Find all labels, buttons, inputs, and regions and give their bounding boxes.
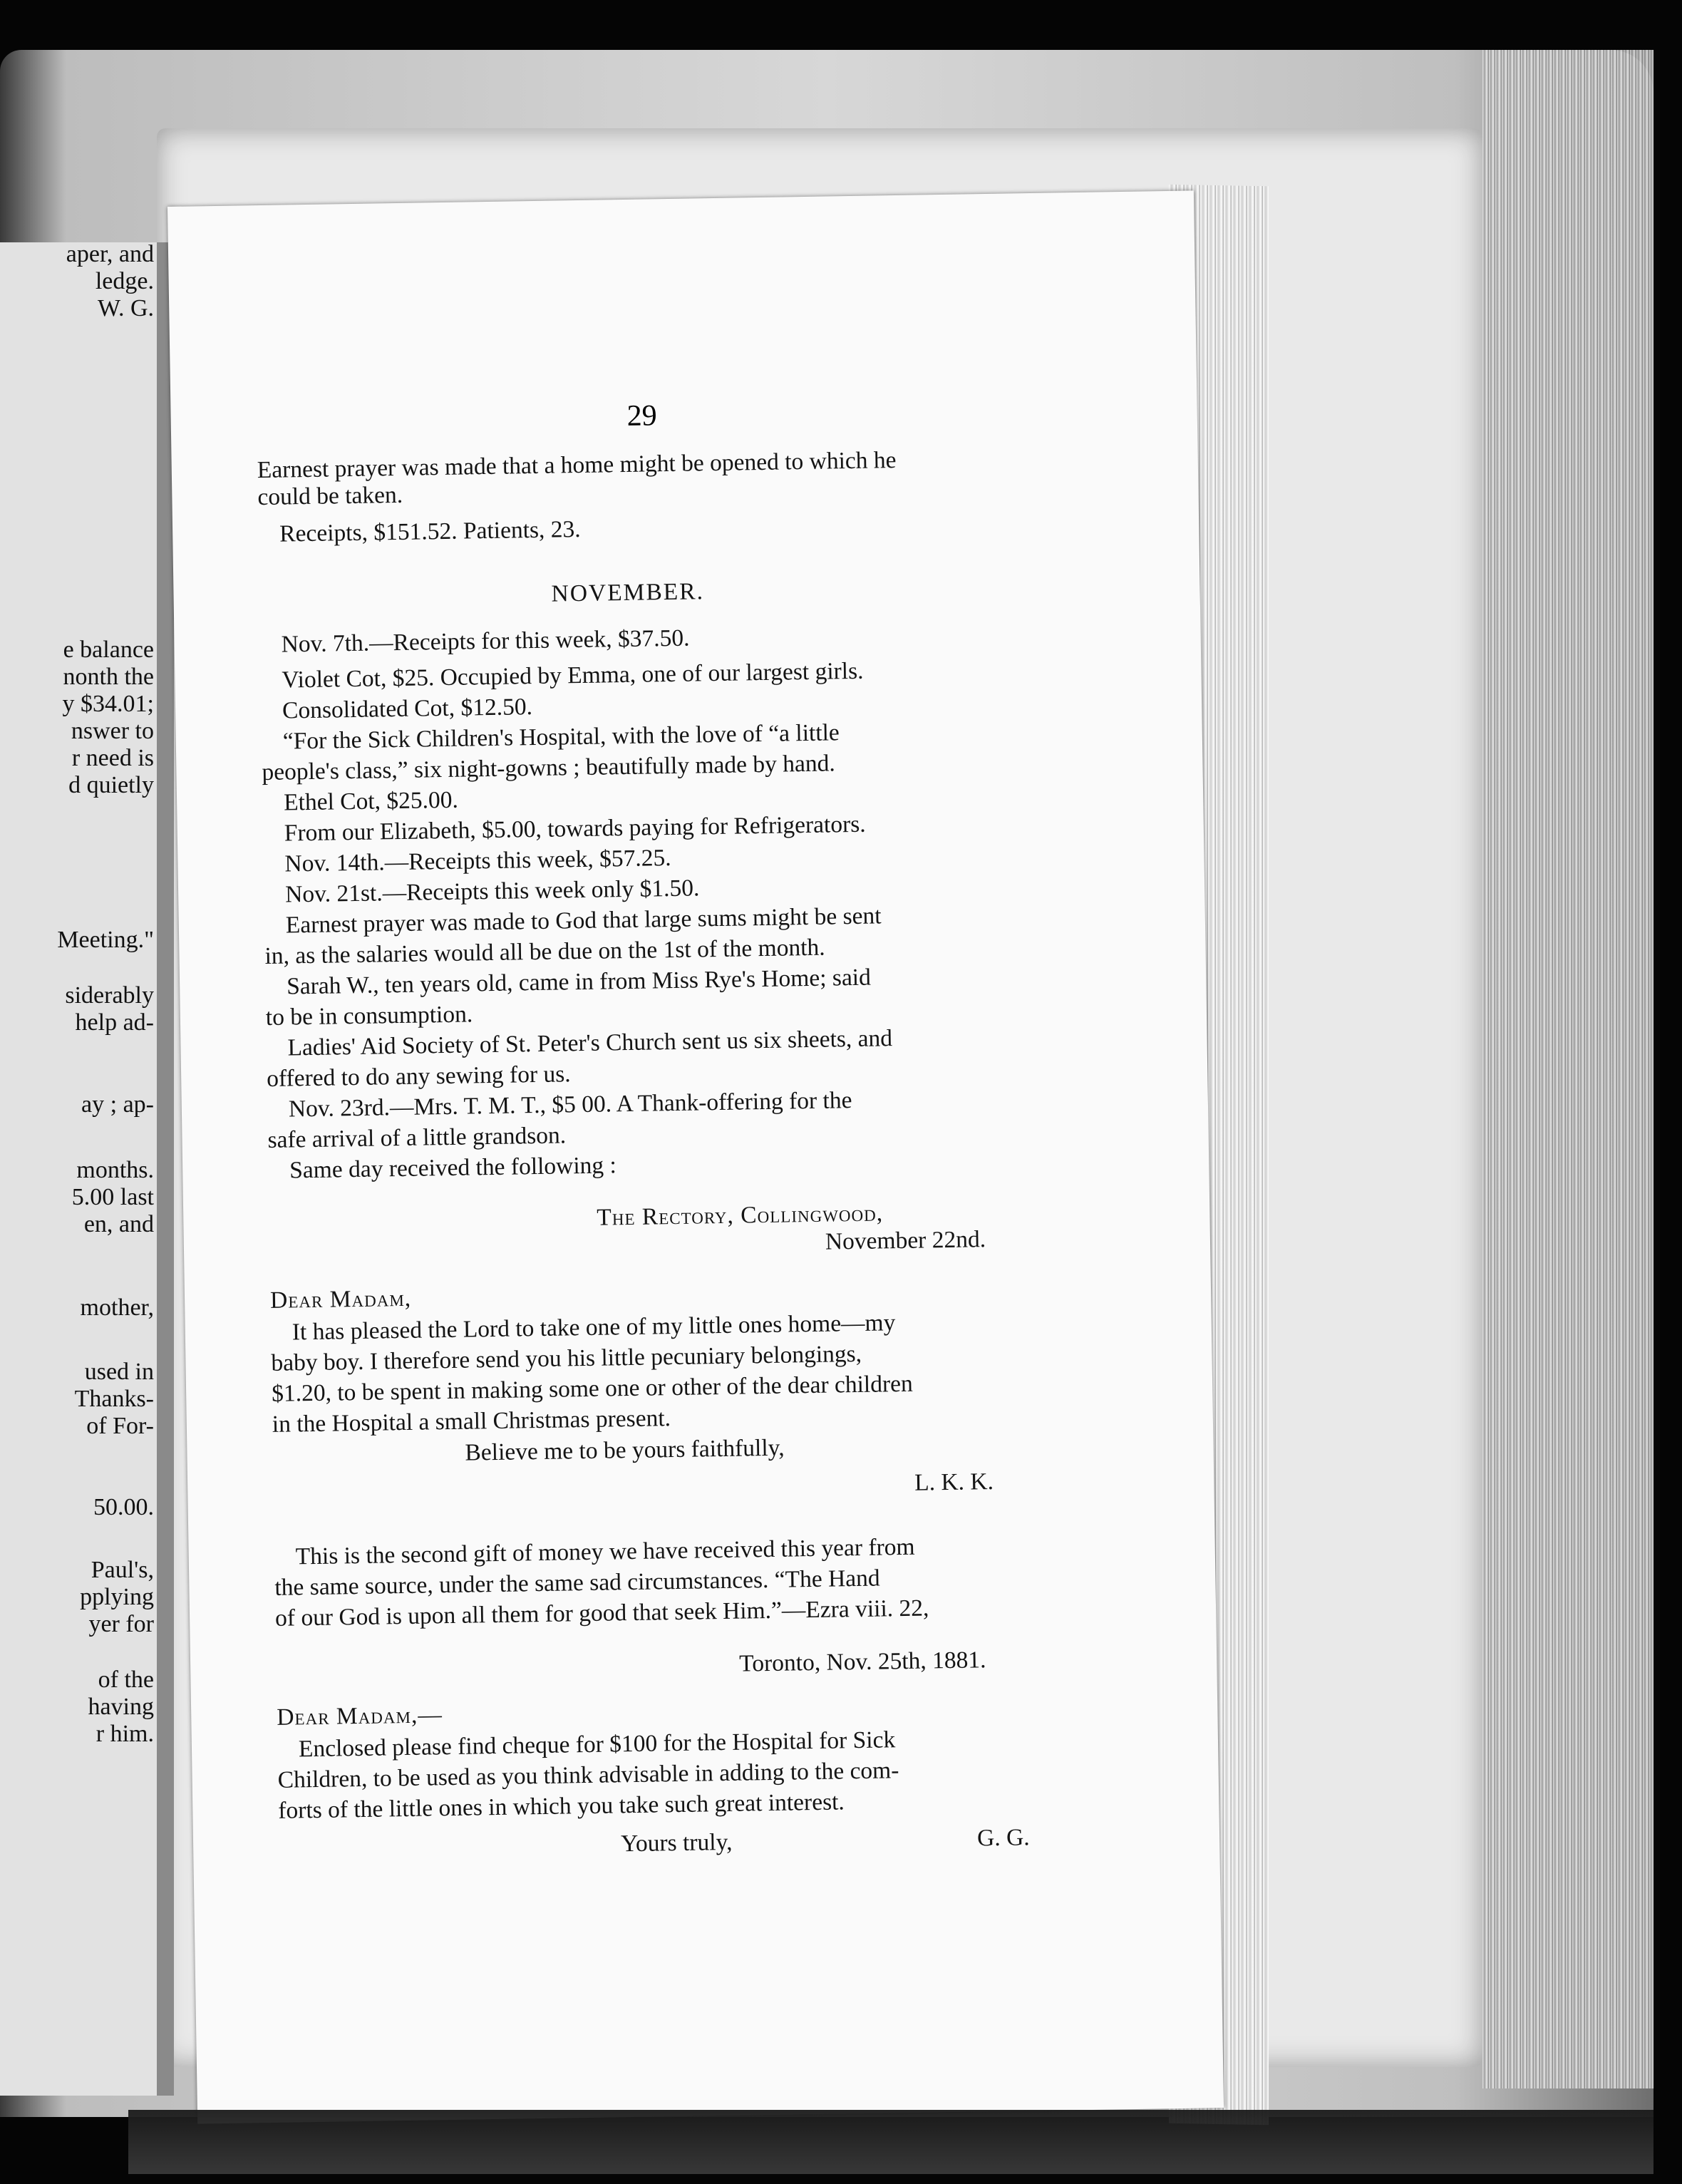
- text-line: forts of the little ones in which you take such great interest.: [278, 1788, 845, 1824]
- left-page-line: having: [88, 1694, 154, 1720]
- text-line: This is the second gift of money we have received this year from: [295, 1533, 915, 1570]
- letter-place-date: Toronto, Nov. 25th, 1881.: [738, 1647, 986, 1677]
- left-page-line: of For-: [86, 1413, 154, 1439]
- text-line: From our Elizabeth, $5.00, towards paying for Refrigerators.: [284, 810, 866, 847]
- text-line: to be in consumption.: [265, 1001, 473, 1031]
- text-line: of our God is upon all them for good that seek Him.”—Ezra viii. 22,: [274, 1595, 929, 1632]
- section-heading: NOVEMBER.: [551, 578, 705, 607]
- letter-address: The Rectory, Collingwood,: [597, 1200, 884, 1231]
- left-page-line: r need is: [71, 745, 154, 771]
- text-line: Receipts, $151.52. Patients, 23.: [279, 515, 581, 547]
- page-number: 29: [626, 399, 658, 433]
- text-line: safe arrival of a little grandson.: [267, 1122, 567, 1153]
- left-page-fragment: [0, 242, 174, 2096]
- left-page-line: of the: [98, 1667, 154, 1693]
- text-line: Children, to be used as you think advisable in adding to the com-: [277, 1757, 899, 1793]
- text-line: Violet Cot, $25. Occupied by Emma, one of our largest girls.: [282, 657, 864, 694]
- left-page-line: r him.: [96, 1721, 154, 1747]
- text-line: in, as the salaries would all be due on the 1st of the month.: [264, 934, 825, 969]
- letter-salutation: Dear Madam,: [269, 1284, 412, 1314]
- text-line: Same day received the following :: [289, 1152, 617, 1184]
- left-page-line: e balance: [63, 637, 154, 663]
- letter-closing: Yours truly,: [620, 1828, 733, 1858]
- left-page-line: yer for: [88, 1611, 154, 1637]
- text-line: Nov. 14th.—Receipts this week, $57.25.: [284, 845, 671, 877]
- left-page-line: ledge.: [95, 268, 154, 294]
- letter-signature: L. K. K.: [914, 1468, 994, 1496]
- text-line: Sarah W., ten years old, came in from Miss Rye's Home; said: [286, 964, 872, 1000]
- letter-salutation: Dear Madam,—: [277, 1701, 443, 1731]
- left-page-line: ay ; ap-: [81, 1091, 154, 1118]
- letter-closing: Believe me to be yours faithfully,: [465, 1434, 785, 1466]
- left-page-line: help ad-: [75, 1009, 154, 1036]
- text-line: in the Hospital a small Christmas present.: [272, 1405, 671, 1438]
- text-line: people's class,” six night-gowns ; beautifully made by hand.: [262, 750, 835, 786]
- outer-page-edges: [1482, 50, 1653, 2088]
- text-line: It has pleased the Lord to take one of my little ones home—my: [291, 1309, 896, 1346]
- text-line: “For the Sick Children's Hospital, with the love of “a little: [282, 719, 840, 755]
- text-line: Nov. 23rd.—Mrs. T. M. T., $5 00. A Thank-offering for the: [288, 1087, 852, 1123]
- letter-signature: G. G.: [976, 1824, 1030, 1852]
- text-line: $1.20, to be spent in making some one or other of the dear children: [271, 1370, 913, 1407]
- left-page-line: en, and: [83, 1211, 154, 1237]
- left-page-line: Thanks-: [74, 1386, 154, 1412]
- left-page-line: months.: [76, 1157, 154, 1183]
- text-line: Earnest prayer was made to God that large sums might be sent: [285, 902, 882, 939]
- text-line: Enclosed please find cheque for $100 for the Hospital for Sick: [298, 1726, 896, 1763]
- text-line: Earnest prayer was made that a home might be opened to which he: [257, 446, 897, 484]
- left-page-line: Paul's,: [91, 1557, 154, 1583]
- left-page-line: 50.00.: [93, 1494, 154, 1520]
- text-line: Ethel Cot, $25.00.: [283, 786, 459, 816]
- text-line: offered to do any sewing for us.: [266, 1061, 571, 1092]
- text-line: Nov. 7th.—Receipts for this week, $37.50.: [281, 624, 690, 658]
- text-line: Nov. 21st.—Receipts this week only $1.50.: [284, 875, 700, 908]
- book-bottom-edge: [128, 2110, 1653, 2174]
- left-page-line: 5.00 last: [71, 1184, 154, 1210]
- book-page: [167, 190, 1224, 2123]
- text-line: Ladies' Aid Society of St. Peter's Church sent us six sheets, and: [287, 1025, 893, 1061]
- text-line: the same source, under the same sad circumstances. “The Hand: [274, 1565, 880, 1601]
- letter-date: November 22nd.: [825, 1226, 986, 1255]
- left-page-line: d quietly: [68, 772, 154, 798]
- left-page-line: Meeting.": [57, 927, 154, 953]
- left-page-line: W. G.: [97, 295, 154, 321]
- left-page-line: y $34.01;: [62, 691, 154, 717]
- left-page-line: nonth the: [63, 664, 154, 690]
- left-page-line: pplying: [80, 1584, 154, 1610]
- left-page-line: siderably: [65, 982, 154, 1009]
- left-page-line: used in: [84, 1359, 154, 1385]
- left-page-line: nswer to: [71, 718, 154, 744]
- text-line: could be taken.: [257, 481, 403, 511]
- left-page-line: aper, and: [66, 242, 154, 267]
- text-line: Consolidated Cot, $12.50.: [282, 694, 533, 724]
- left-page-line: mother,: [80, 1294, 154, 1321]
- text-line: baby boy. I therefore send you his little pecuniary belongings,: [271, 1340, 862, 1376]
